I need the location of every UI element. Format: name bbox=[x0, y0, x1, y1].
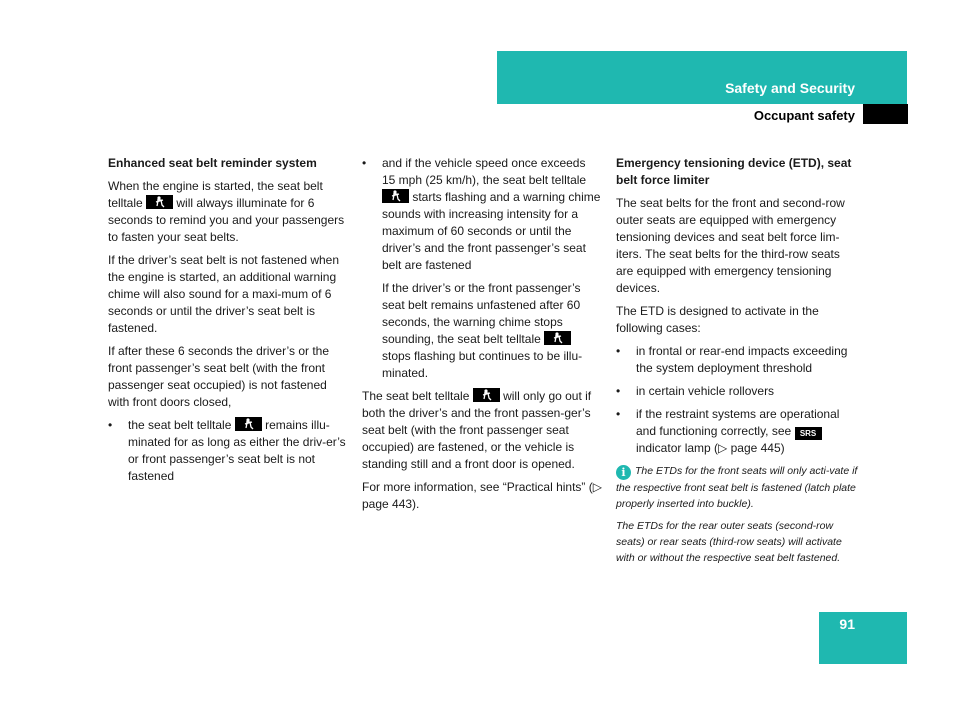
list-item: • in frontal or rear-end impacts exceeding the system deployment threshold bbox=[616, 343, 858, 377]
paragraph-practical-hints: For more information, see “Practical hints” (▷ page 443). bbox=[362, 480, 602, 511]
seat-belt-telltale-icon bbox=[146, 195, 173, 209]
subsection-title: Occupant safety bbox=[753, 108, 855, 123]
bullet-list bbox=[362, 155, 602, 274]
list-item: • if the restraint systems are operational and functioning correctly, see SRS indicator lamp (▷ page 445) bbox=[616, 406, 858, 457]
paragraph: The seat belts for the front and second-row outer seats are equipped with emergency tensioning devices and seat belt force lim-iters. The seat belts for the third-row seats are equipped with emergency tensioning devices. bbox=[616, 196, 845, 295]
bullet-list bbox=[108, 417, 348, 485]
paragraph: When the engine is started, the seat belt telltale will always illuminate for 6 seconds to remind you and your passengers to fasten your seat belts. bbox=[108, 179, 345, 244]
heading-etd: Emergency tensioning device (ETD), seat belt force limiter bbox=[616, 156, 852, 187]
list-item: • the seat belt telltale remains illu-minated for as long as either the driv-er’s or front passenger’s seat belt is not fastened bbox=[108, 417, 348, 485]
column-2 bbox=[362, 155, 602, 519]
paragraph: The seat belt telltale will only go out if both the driver’s and the front passen-ger’s seat belt (with the front passenger seat occupied) are fastened, or the vehicle is standing still and a front door is opened. bbox=[362, 389, 592, 471]
section-title: Safety and Security bbox=[725, 80, 855, 96]
paragraph: The ETD is designed to activate in the following cases: bbox=[616, 304, 819, 335]
info-note: The ETDs for the rear outer seats (second-row seats) or rear seats (third-row seats) will activate with or without the respective seat belt fastened. bbox=[616, 520, 842, 564]
column-3 bbox=[616, 155, 858, 572]
paragraph: If after these 6 seconds the driver’s or the front passenger’s seat belt (with the front passenger seat occupied) is not fastened with front doors closed, bbox=[108, 344, 330, 409]
seat-belt-telltale-icon bbox=[473, 388, 500, 402]
list-item: • in certain vehicle rollovers bbox=[616, 383, 858, 400]
seat-belt-telltale-icon bbox=[382, 189, 409, 203]
paragraph: If the driver’s seat belt is not fastened when the engine is started, an additional warning chime will also sound for a maxi-mum of 6 seconds or until the driver’s seat belt is fastened. bbox=[108, 253, 340, 335]
seat-belt-telltale-icon bbox=[544, 331, 571, 345]
page-number: 91 bbox=[839, 616, 855, 632]
column-1 bbox=[108, 155, 348, 491]
info-note: i The ETDs for the front seats will only acti-vate if the respective front seat belt is fastened (latch plate properly inserted into buckle). bbox=[616, 465, 858, 510]
header-band bbox=[497, 51, 907, 104]
black-tab-marker bbox=[863, 104, 908, 124]
paragraph: If the driver’s or the front passenger’s seat belt remains unfastened after 60 seconds, the warning chime stops sounding, the seat belt telltale stops flashing but continues to be illu-minated. bbox=[382, 281, 583, 380]
page-number-box bbox=[819, 612, 907, 664]
heading-belt-reminder: Enhanced seat belt reminder system bbox=[108, 156, 317, 170]
info-icon: i bbox=[616, 465, 631, 480]
list-item: • and if the vehicle speed once exceeds 15 mph (25 km/h), the seat belt telltale starts flashing and a warning chime sounds with increasing intensity for a maximum of 60 seconds or until the driver’s and the front passenger’s seat belt are fastened bbox=[362, 155, 602, 274]
bullet-list bbox=[616, 343, 858, 457]
srs-indicator-icon: SRS bbox=[795, 427, 822, 440]
seat-belt-telltale-icon bbox=[235, 417, 262, 431]
